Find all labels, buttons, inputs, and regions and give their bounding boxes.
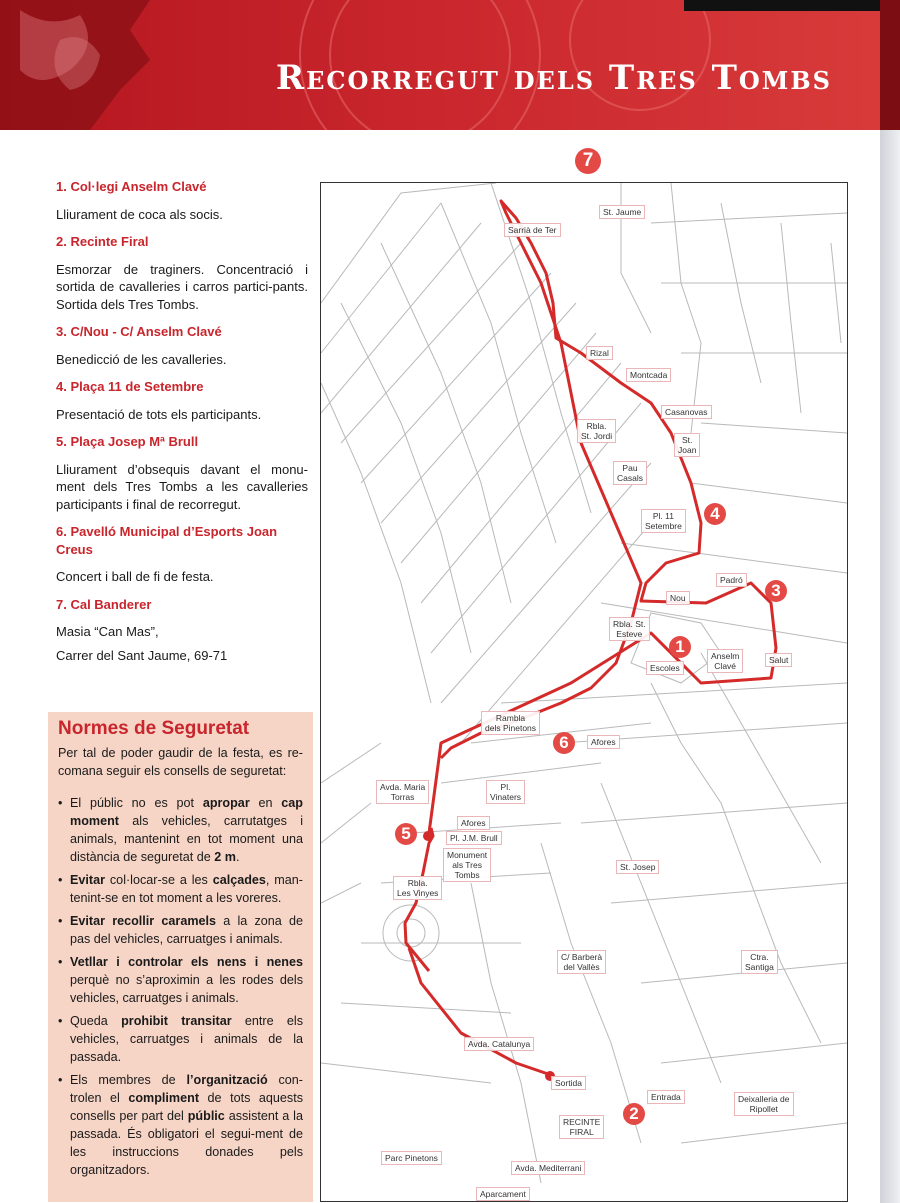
rule-emphasis: cap moment (70, 796, 303, 828)
rule-emphasis: prohibit transitar (121, 1014, 232, 1028)
label-pl-vinaters: Pl. Vinaters (486, 780, 525, 804)
street-grid (321, 183, 847, 1183)
marker-3[interactable]: 3 (765, 580, 787, 602)
stop-desc-2: Esmorzar de traginers. Concentració i sortida de cavalleries i carros partici-pants. Sortida dels Tres Tombs. (56, 261, 308, 312)
label-rbla-st-jordi: Rbla. St. Jordi (577, 419, 616, 443)
rule-emphasis: Vetllar i controlar els nens i nenes (70, 955, 303, 969)
rule-text: , man-tenint-se en tot moment a les voreres. (70, 873, 303, 905)
safety-rules-list (58, 794, 303, 1179)
stop-desc-5: Lliurament d’obsequis davant el monu-ment dels Tres Tombs a les cavalleries participants i final de recorregut. (56, 461, 308, 512)
safety-rule (58, 1071, 303, 1179)
rule-text: col·locar-se a les (105, 873, 213, 887)
safety-rule (58, 794, 303, 866)
stop-title-3: 3. C/Nou - C/ Anselm Clavé (56, 324, 222, 339)
label-monument-tres-tombs: Monument als Tres Tombs (443, 848, 491, 882)
label-afores-2: Afores (457, 816, 490, 830)
label-recinte-firal: RECINTE FIRAL (559, 1115, 604, 1139)
safety-rule (58, 1012, 303, 1066)
marker-4[interactable]: 4 (704, 503, 726, 525)
label-nou: Nou (666, 591, 690, 605)
marker-5[interactable]: 5 (395, 823, 417, 845)
label-sarria-de-ter: Sarrià de Ter (504, 223, 561, 237)
marker-7[interactable]: 7 (575, 148, 601, 174)
label-casanovas: Casanovas (661, 405, 712, 419)
stop-desc-1: Lliurament de coca als socis. (56, 206, 223, 222)
safety-intro: Per tal de poder gaudir de la festa, es re-comana seguir els consells de seguretat: (58, 746, 303, 778)
map-drawing (321, 183, 847, 1201)
label-anselm-clave: Anselm Clavé (707, 649, 743, 673)
safety-rule (58, 871, 303, 907)
end-dot (423, 831, 433, 841)
stops-legend (56, 178, 308, 674)
rule-text: als vehicles, carrutatges i animals, mantenint en tot moment una distància de seguretat de (70, 814, 303, 864)
safety-rule (58, 953, 303, 1007)
label-deixalleria-ripollet: Deixalleria de Ripollet (734, 1092, 794, 1116)
label-salut: Salut (765, 653, 792, 667)
top-bar (684, 0, 900, 11)
label-ctra-santiga: Ctra. Santiga (741, 950, 778, 974)
label-avda-maria-torras: Avda. Maria Torras (376, 780, 429, 804)
rule-text: assistent a la passada. És obligatori el segui-ment de les instruccions donades pels organitzadors. (70, 1109, 303, 1177)
rule-emphasis: l’organització (186, 1073, 268, 1087)
rule-text: con-trolen el (70, 1073, 304, 1105)
rule-text: El públic no es pot (70, 796, 203, 810)
label-rbla-st-esteve: Rbla. St. Esteve (609, 617, 650, 641)
rule-emphasis: 2 m (214, 850, 236, 864)
label-st-joan: St. Joan (674, 433, 700, 457)
stop-title-1: 1. Col·legi Anselm Clavé (56, 179, 207, 194)
marker-6[interactable]: 6 (553, 732, 575, 754)
stop-title-5: 5. Plaça Josep Mª Brull (56, 434, 199, 449)
stop-desc-7-address: Carrer del Sant Jaume, 69-71 (56, 647, 228, 663)
label-parc-pinetons: Parc Pinetons (381, 1151, 442, 1165)
label-escoles: Escoles (646, 661, 684, 675)
safety-rule (58, 912, 303, 948)
label-pau-casals: Pau Casals (613, 461, 647, 485)
label-montcada: Montcada (626, 368, 671, 382)
label-barbera-valles: C/ Barberà del Vallès (557, 950, 606, 974)
stop-desc-3: Benedicció de les cavalleries. (56, 351, 227, 367)
rule-emphasis: Evitar recollir caramels (70, 914, 217, 928)
label-rizal: Rizal (586, 346, 613, 360)
label-st-josep: St. Josep (616, 860, 659, 874)
marker-1[interactable]: 1 (669, 636, 691, 658)
route-path (405, 201, 776, 1075)
rule-text: . (235, 850, 240, 864)
rule-text: entre els vehicles, carruatges i animals de la passada. (70, 1014, 303, 1064)
rule-text: perquè no s’aproximin a les rodes dels vehicles, carruatges i animals. (70, 973, 303, 1005)
label-rbla-les-vinyes: Rbla. Les Vinyes (393, 876, 442, 900)
label-rambla-pinetons: Rambla dels Pinetons (481, 711, 540, 735)
label-padro: Padró (716, 573, 747, 587)
rule-emphasis: compliment (128, 1091, 200, 1105)
stop-desc-4: Presentació de tots els participants. (56, 406, 262, 422)
rule-text: a la zona de pas del vehicles, carruatges i animals. (70, 914, 303, 946)
stop-title-7: 7. Cal Banderer (56, 596, 152, 612)
rule-emphasis: públic (187, 1109, 225, 1123)
rule-emphasis: apropar (202, 796, 250, 810)
label-sortida: Sortida (551, 1076, 586, 1090)
stop-desc-7: Masia “Can Mas”, (56, 624, 159, 639)
rule-text: en (249, 796, 282, 810)
page-edge-header (880, 0, 900, 130)
label-aparcament: Aparcament (476, 1187, 530, 1201)
label-avda-catalunya: Avda. Catalunya (464, 1037, 534, 1051)
page-title: Recorregut dels Tres Tombs (275, 58, 832, 98)
rule-text: Queda (70, 1014, 122, 1028)
rule-emphasis: Evitar (70, 873, 106, 887)
rule-text: Els membres de (70, 1073, 187, 1087)
label-avda-mediterrani: Avda. Mediterrani (511, 1161, 585, 1175)
label-st-jaume: St. Jaume (599, 205, 645, 219)
label-entrada: Entrada (647, 1090, 685, 1104)
header-banner (0, 0, 880, 130)
safety-title: Normes de Seguretat (58, 718, 250, 739)
page-edge (880, 0, 900, 1203)
label-pl-11-setembre: Pl. 11 Setembre (641, 509, 686, 533)
stop-title-2: 2. Recinte Firal (56, 234, 149, 249)
label-pl-jm-brull: Pl. J.M. Brull (446, 831, 502, 845)
stop-desc-6: Concert i ball de fi de festa. (56, 569, 214, 584)
stop-title-4: 4. Plaça 11 de Setembre (56, 379, 204, 394)
label-afores-1: Afores (587, 735, 620, 749)
marker-2[interactable]: 2 (623, 1103, 645, 1125)
stop-title-6: 6. Pavelló Municipal d’Esports Joan Creus (56, 524, 278, 557)
rule-emphasis: calçades (212, 873, 266, 887)
rule-text: de tots aquests consells per part del (70, 1091, 303, 1123)
safety-box (48, 712, 313, 1202)
route-map[interactable] (320, 182, 848, 1202)
